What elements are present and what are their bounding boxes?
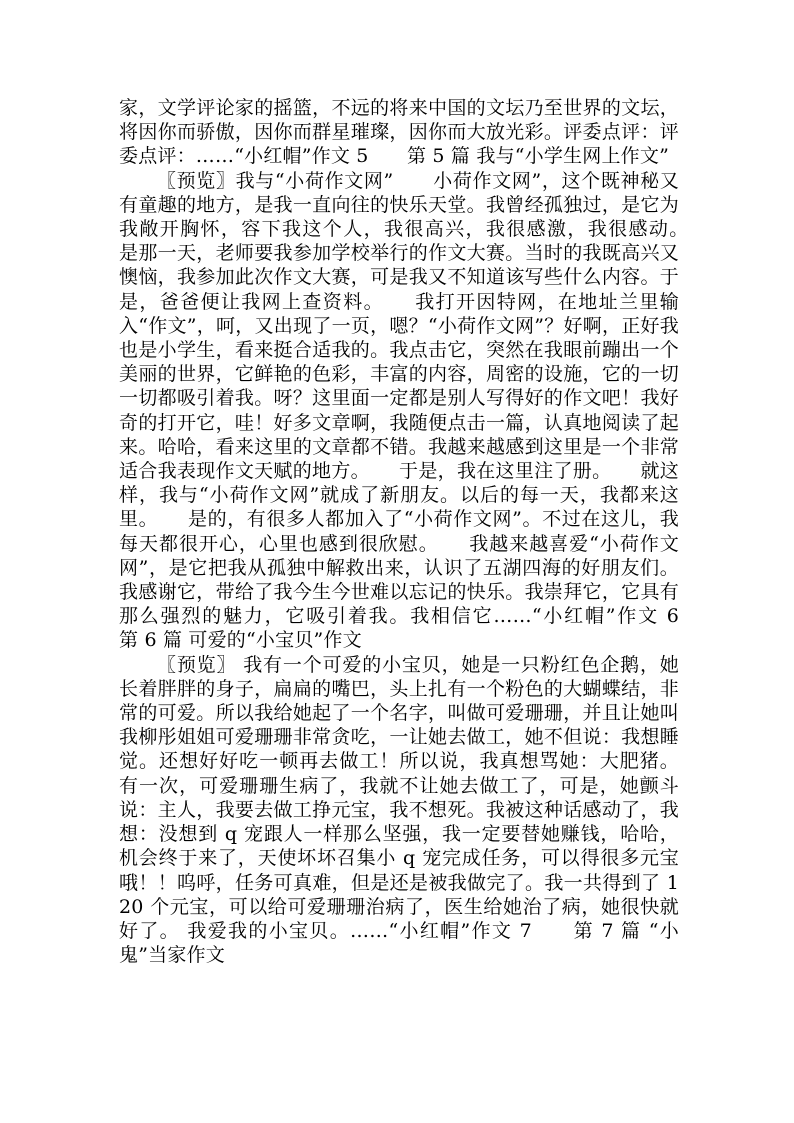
paragraph-2: 〖预览〗我与“小荷作文网” 小荷作文网”，这个既神秘又有童趣的地方，是我一直向往的快乐天堂。我曾经孤独过，是它为我敞开胸怀，容下我这个人，我很高兴，我很感激，我很感动。 是那一天，老师要我参加学校举行的作文大赛。当时的我既高兴又懊恼，我参加此次作文大赛，可是我又不知道该写些什么内容。于是，爸爸便让我网上查资料。 我打开因特网，在地址兰里输入“作文”，呵，又出现了一页，嗯？“小荷作文网”？好啊，正好我也是小学生，看来挺合适我的。我点击它，突然在我眼前蹦出一个美丽的世界，它鲜艳的色彩，丰富的内容，周密的设施，它的一切一切都吸引着我。呀？这里面一定都是别人写得好的作文吧！我好奇的打开它，哇！好多文章啊，我随便点击一篇，认真地阅读了起来。哈哈，看来这里的文章都不错。我越来越感到这里是一个非常适合我表现作文天赋的地方。 于是，我在这里注了册。 就这样，我与“小荷作文网”就成了新朋友。以后的每一天，我都来这里。 是的，有很多人都加入了“小荷作文网”。不过在这儿，我每天都很开心，心里也感到很欣慰。 我越来越喜爱“小荷作文网”，是它把我从孤独中解救出来，认识了五湖四海的好朋友们。我感谢它，带给了我今生今世难以忘记的快乐。我崇拜它，它具有那么强烈的魅力，它吸引着我。我相信它……“小红帽”作文 6 第 6 篇 可爱的“小宝贝”作文 xyxy=(119,169,718,652)
document-page xyxy=(119,96,718,967)
paragraph-1: 家，文学评论家的摇篮，不远的将来中国的文坛乃至世界的文坛，将因你而骄傲，因你而群星璀璨，因你而大放光彩。评委点评：评委点评：……“小红帽”作文 5 第 5 篇 我与“小学生网上作文” xyxy=(119,97,679,168)
paragraph-3: 〖预览〗 我有一个可爱的小宝贝，她是一只粉红色企鹅，她长着胖胖的身子，扁扁的嘴巴，头上扎有一个粉色的大蝴蝶结，非常的可爱。所以我给她起了一个名字，叫做可爱珊珊，并且让她叫我柳彤姐姐可爱珊珊非常贪吃，一让她去做工，她不但说：我想睡觉。还想好好吃一顿再去做工！所以说，我真想骂她：大肥猪。 有一次，可爱珊珊生病了，我就不让她去做工了，可是，她颤斗说：主人，我要去做工挣元宝，我不想死。我被这种话感动了，我想：没想到 q 宠跟人一样那么坚强，我一定要替她赚钱，哈哈，机会终于来了，天使坏坏召集小 q 宠完成任务，可以得很多元宝哦！！呜呼，任务可真难，但是还是被我做完了。我一共得到了 120 个元宝，可以给可爱珊珊治病了，医生给她治了病，她很快就好了。 我爱我的小宝贝。……“小红帽”作文 7 第 7 篇 “小鬼”当家作文 xyxy=(119,653,679,967)
